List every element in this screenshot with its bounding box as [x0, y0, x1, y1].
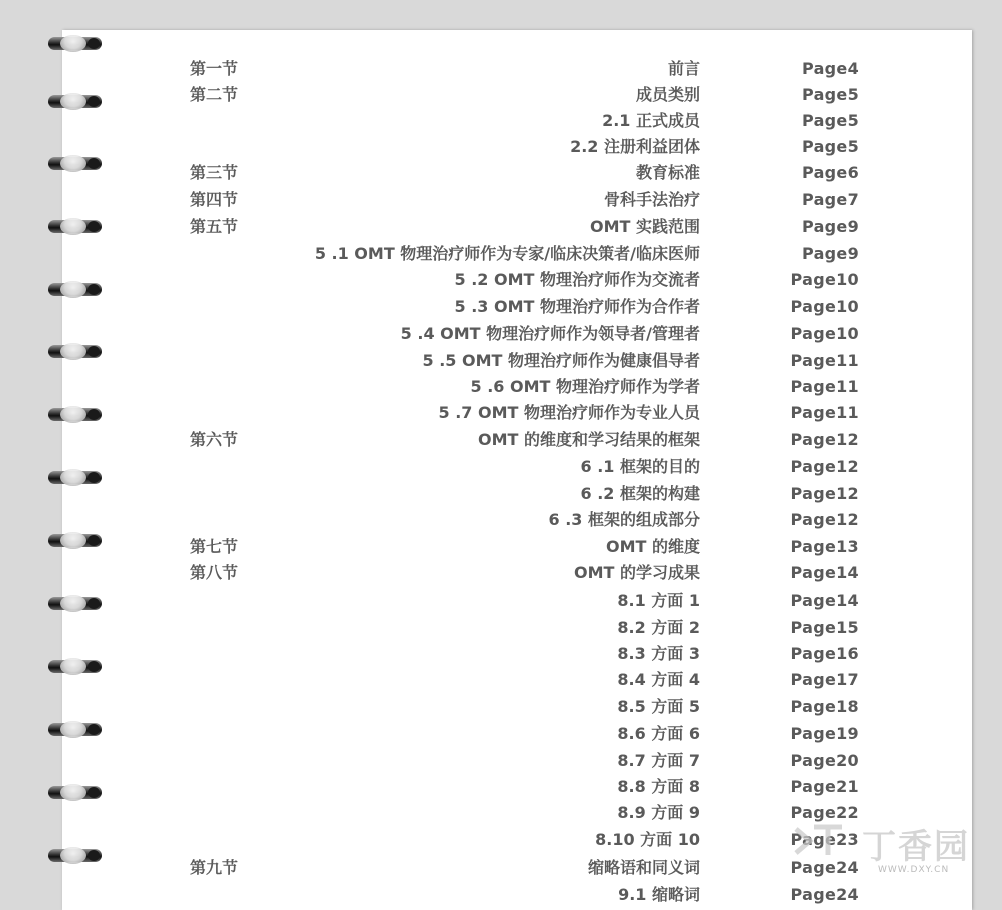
toc-entry-title: 5 .3 OMT 物理治疗师作为合作者: [454, 297, 700, 316]
toc-entry-title: 缩略语和同义词: [587, 858, 700, 877]
toc-page-number: Page12: [790, 484, 859, 503]
toc-entry[interactable]: [0, 296, 1002, 318]
toc-page-number: Page7: [801, 190, 859, 209]
toc-entry-title: 骨科手法治疗: [603, 190, 700, 209]
toc-section-label: 第二节: [190, 85, 239, 104]
toc-entry-title: OMT 的维度: [605, 537, 700, 556]
toc-entry[interactable]: [0, 884, 1002, 906]
toc-entry-title: 6 .2 框架的构建: [580, 484, 700, 503]
toc-page-number: Page10: [790, 297, 859, 316]
toc-page-number: Page12: [790, 510, 859, 529]
toc-page-number: Page18: [790, 697, 859, 716]
toc-page-number: Page10: [790, 324, 859, 343]
toc-entry[interactable]: [0, 536, 1002, 558]
toc-section-label: 第五节: [190, 217, 239, 236]
toc-entry-title: OMT 的学习成果: [573, 563, 700, 582]
toc-entry-title: 2.1 正式成员: [602, 111, 700, 130]
toc-page-number: Page23: [790, 830, 859, 849]
toc-page-number: Page5: [801, 137, 859, 156]
toc-entry-title: 8.7 方面 7: [617, 751, 700, 770]
toc-entry-title: 2.2 注册利益团体: [570, 137, 700, 156]
toc-entry[interactable]: [0, 402, 1002, 424]
toc-section-label: 第四节: [190, 190, 239, 209]
toc-page-number: Page21: [790, 777, 859, 796]
toc-page-number: Page5: [801, 85, 859, 104]
toc-page-number: Page14: [790, 591, 859, 610]
toc-entry-title: 5 .4 OMT 物理治疗师作为领导者/管理者: [400, 324, 700, 343]
toc-entry[interactable]: [0, 189, 1002, 211]
toc-page-number: Page6: [801, 163, 859, 182]
toc-entry[interactable]: [0, 84, 1002, 106]
toc-entry[interactable]: [0, 590, 1002, 612]
toc-entry-title: 6 .1 框架的目的: [580, 457, 700, 476]
toc-page-number: Page11: [790, 377, 859, 396]
toc-entry[interactable]: [0, 323, 1002, 345]
toc-entry-title: 5 .1 OMT 物理治疗师作为专家/临床决策者/临床医师: [314, 244, 700, 263]
toc-entry[interactable]: [0, 776, 1002, 798]
toc-section-label: 第六节: [190, 430, 239, 449]
toc-entry[interactable]: [0, 58, 1002, 80]
toc-page-number: Page19: [790, 724, 859, 743]
watermark-url: WWW.DXY.CN: [878, 865, 950, 875]
toc-entry[interactable]: [0, 216, 1002, 238]
toc-section-label: 第九节: [190, 858, 239, 877]
toc-page-number: Page13: [790, 537, 859, 556]
toc-entry[interactable]: [0, 669, 1002, 691]
toc-section-label: 第三节: [190, 163, 239, 182]
toc-entry[interactable]: [0, 509, 1002, 531]
toc-entry[interactable]: [0, 617, 1002, 639]
toc-page-number: Page22: [790, 803, 859, 822]
binding-ring: [48, 33, 102, 55]
toc-page-number: Page5: [801, 111, 859, 130]
toc-page-number: Page10: [790, 270, 859, 289]
toc-entry[interactable]: [0, 643, 1002, 665]
toc-page-number: Page4: [801, 59, 859, 78]
toc-entry[interactable]: [0, 350, 1002, 372]
toc-page-number: Page12: [790, 457, 859, 476]
toc-entry[interactable]: [0, 456, 1002, 478]
toc-entry-title: 8.9 方面 9: [617, 803, 700, 822]
toc-entry-title: 8.10 方面 10: [595, 830, 700, 849]
toc-entry-title: 8.8 方面 8: [617, 777, 700, 796]
toc-section-label: 第八节: [190, 563, 239, 582]
watermark-brand: 丁香园: [862, 827, 970, 867]
toc-entry[interactable]: [0, 483, 1002, 505]
toc-entry-title: 8.3 方面 3: [617, 644, 700, 663]
toc-entry[interactable]: [0, 243, 1002, 265]
toc-entry-title: 8.5 方面 5: [617, 697, 700, 716]
toc-page-number: Page24: [790, 885, 859, 904]
toc-entry-title: 8.4 方面 4: [617, 670, 700, 689]
toc-entry[interactable]: [0, 429, 1002, 451]
toc-entry-title: 前言: [667, 59, 700, 78]
dxy-logo-icon: [790, 821, 848, 861]
toc-entry-title: 教育标准: [635, 163, 700, 182]
toc-entry-title: 5 .7 OMT 物理治疗师作为专业人员: [438, 403, 700, 422]
toc-page-number: Page24: [790, 858, 859, 877]
toc-page-number: Page16: [790, 644, 859, 663]
toc-page-number: Page15: [790, 618, 859, 637]
toc-entry-title: 8.6 方面 6: [617, 724, 700, 743]
toc-entry[interactable]: [0, 750, 1002, 772]
toc-page-number: Page11: [790, 351, 859, 370]
toc-page-number: Page12: [790, 430, 859, 449]
toc-entry[interactable]: [0, 376, 1002, 398]
toc-entry[interactable]: [0, 562, 1002, 584]
toc-entry-title: 5 .5 OMT 物理治疗师作为健康倡导者: [422, 351, 700, 370]
toc-entry-title: 6 .3 框架的组成部分: [548, 510, 700, 529]
toc-entry-title: 成员类别: [635, 85, 700, 104]
toc-entry-title: 8.2 方面 2: [617, 618, 700, 637]
toc-page-number: Page14: [790, 563, 859, 582]
toc-entry[interactable]: [0, 696, 1002, 718]
toc-entry-title: 5 .2 OMT 物理治疗师作为交流者: [454, 270, 700, 289]
toc-entry[interactable]: [0, 723, 1002, 745]
toc-page-number: Page9: [801, 217, 859, 236]
toc-entry-title: OMT 的维度和学习结果的框架: [477, 430, 700, 449]
toc-entry-title: 9.1 缩略词: [618, 885, 700, 904]
toc-page-number: Page9: [801, 244, 859, 263]
watermark: [790, 815, 995, 885]
toc-entry-title: 8.1 方面 1: [617, 591, 700, 610]
toc-entry[interactable]: [0, 162, 1002, 184]
toc-entry[interactable]: [0, 269, 1002, 291]
toc-section-label: 第一节: [190, 59, 239, 78]
toc-entry[interactable]: [0, 136, 1002, 158]
toc-section-label: 第七节: [190, 537, 239, 556]
toc-entry-title: 5 .6 OMT 物理治疗师作为学者: [470, 377, 700, 396]
toc-entry[interactable]: [0, 110, 1002, 132]
toc-page-number: Page17: [790, 670, 859, 689]
toc-entry-title: OMT 实践范围: [589, 217, 700, 236]
toc-page-number: Page20: [790, 751, 859, 770]
toc-page-number: Page11: [790, 403, 859, 422]
